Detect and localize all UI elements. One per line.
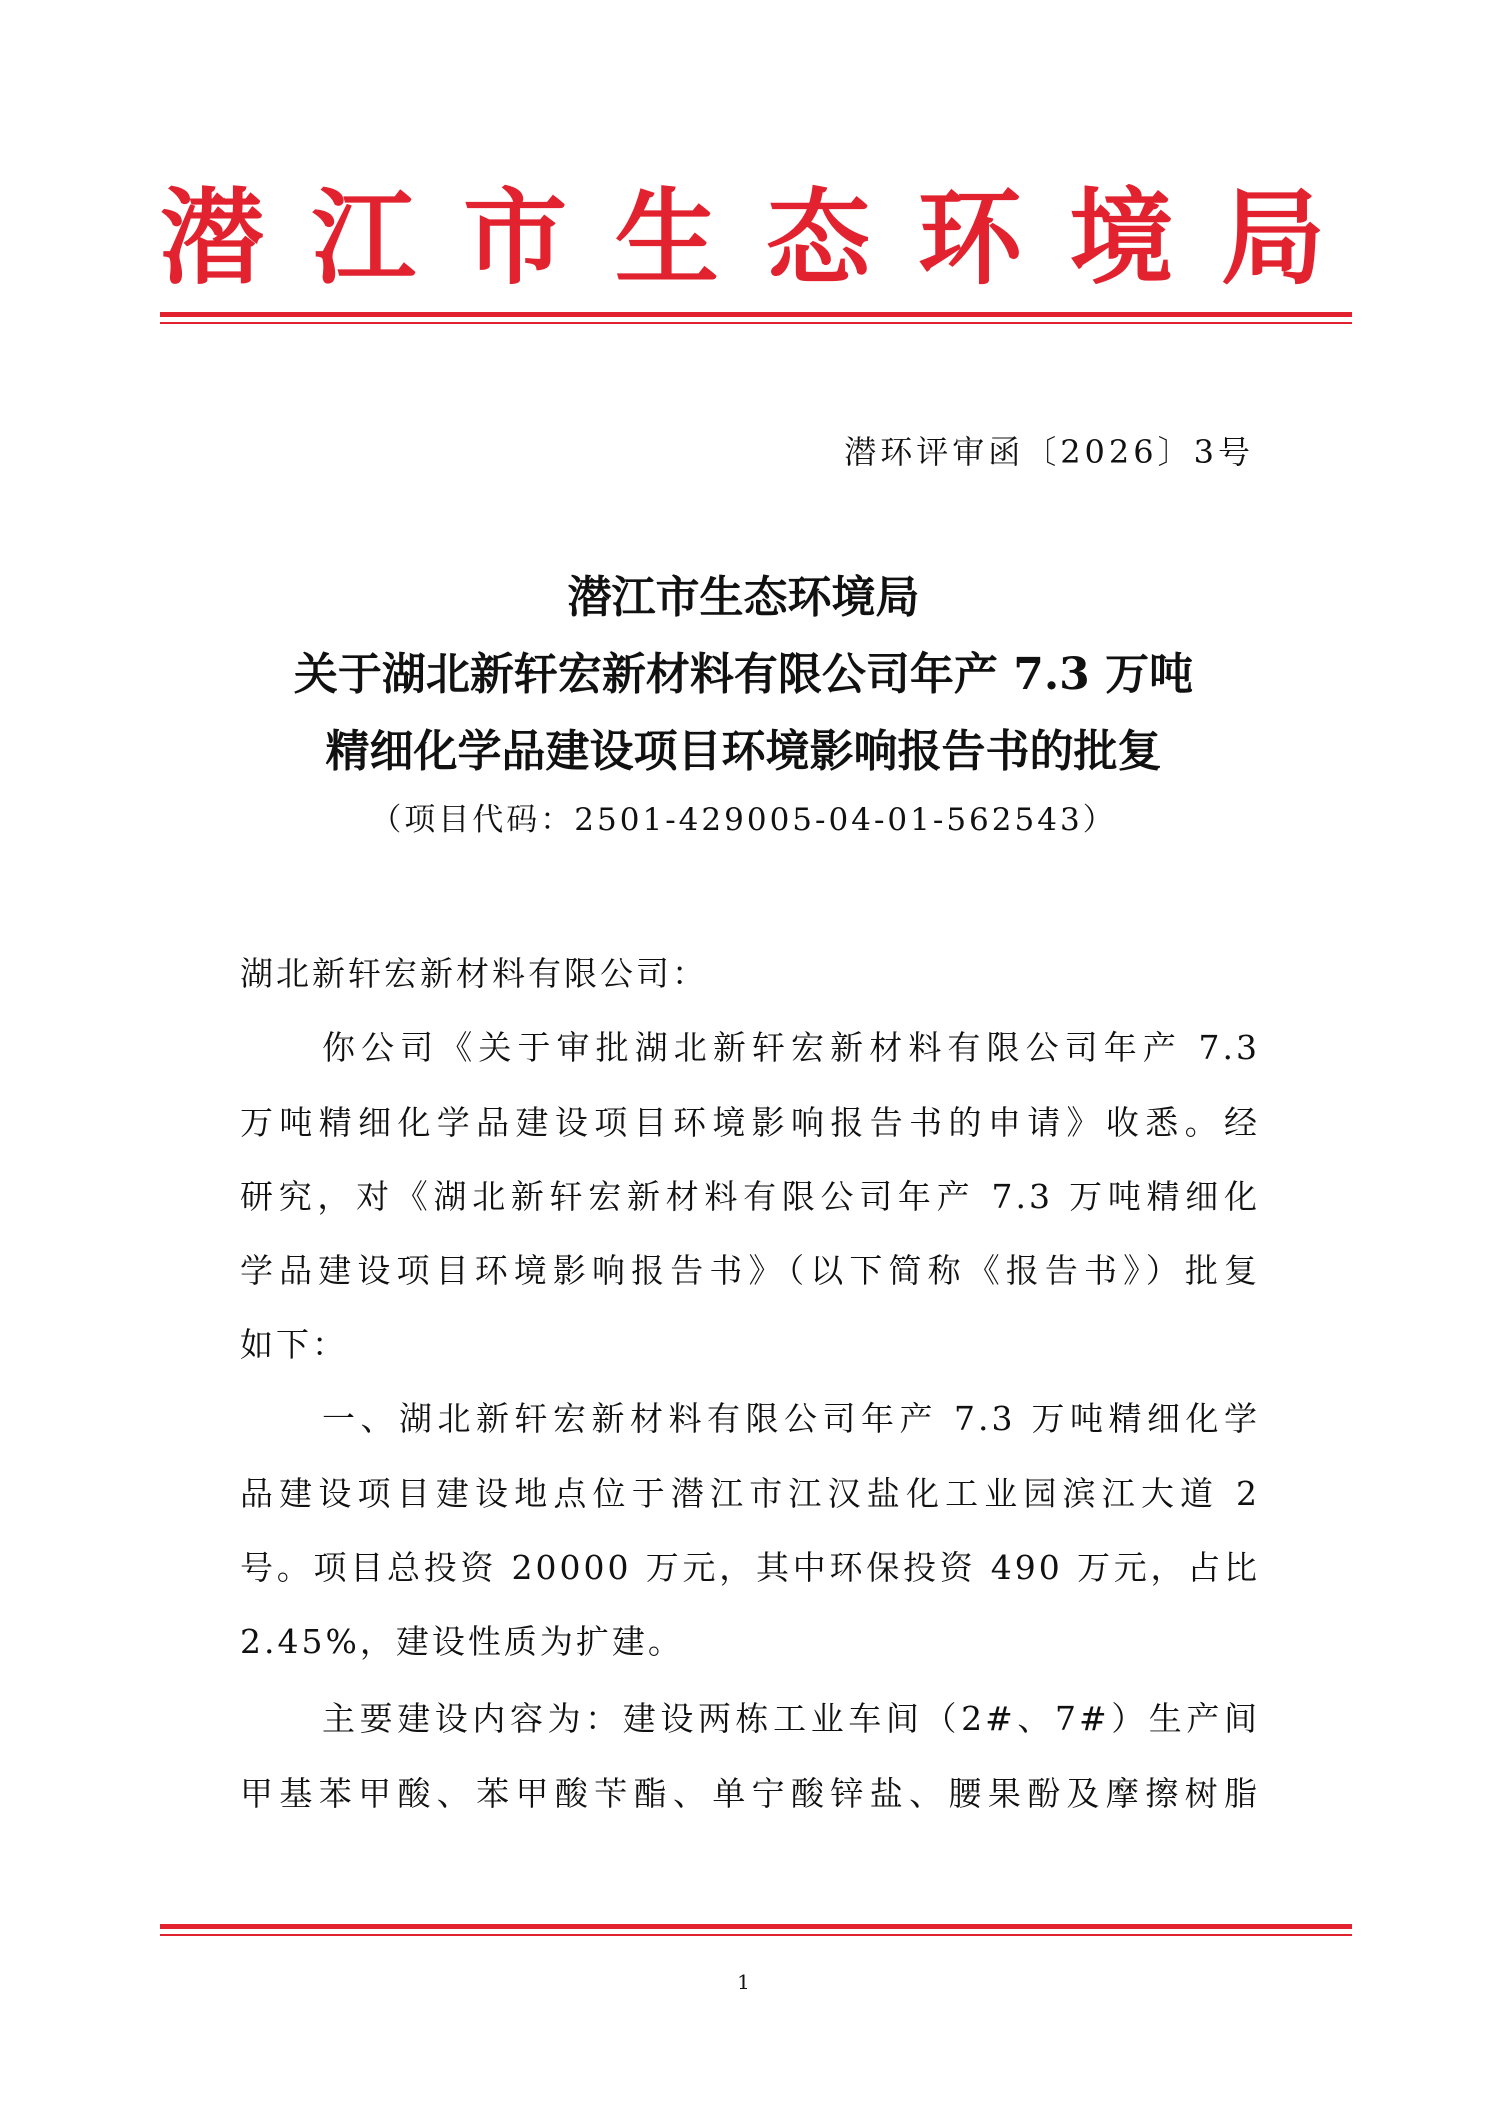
body-line: 号。项目总投资 20000 万元，其中环保投资 490 万元，占比 <box>240 1548 1260 1587</box>
page-number: 1 <box>737 1970 750 1994</box>
body-line: 如下： <box>240 1325 348 1364</box>
salutation: 湖北新轩宏新材料有限公司： <box>240 954 708 993</box>
masthead-char: 环 <box>917 176 1022 299</box>
header-red-rule-thick <box>160 312 1352 317</box>
title-line-2: 关于湖北新轩宏新材料有限公司年产 7.3 万吨 <box>293 649 1194 700</box>
masthead-char: 江 <box>311 176 416 299</box>
masthead-char: 局 <box>1220 176 1325 299</box>
body-line: 你公司《关于审批湖北新轩宏新材料有限公司年产 7.3 <box>322 1028 1260 1067</box>
header-red-rule-thin <box>160 322 1352 324</box>
masthead-char: 境 <box>1069 176 1174 299</box>
masthead-char: 生 <box>614 176 719 299</box>
title-line-1: 潜江市生态环境局 <box>567 572 920 623</box>
masthead-char: 态 <box>766 176 871 299</box>
masthead-char: 潜 <box>160 176 265 299</box>
body-line: 学品建设项目环境影响报告书》（以下简称《报告书》）批复 <box>240 1251 1260 1290</box>
document-number: 潜环评审函〔2026〕3号 <box>844 433 1254 471</box>
body-line: 甲基苯甲酸、苯甲酸苄酯、单宁酸锌盐、腰果酚及摩擦树脂 <box>240 1774 1260 1813</box>
masthead-organization-name <box>160 178 1325 298</box>
masthead-char: 市 <box>463 176 568 299</box>
body-line: 品建设项目建设地点位于潜江市江汉盐化工业园滨江大道 2 <box>240 1474 1260 1513</box>
footer-red-rule-thin <box>160 1934 1352 1936</box>
body-line: 研究，对《湖北新轩宏新材料有限公司年产 7.3 万吨精细化 <box>240 1177 1260 1216</box>
footer-red-rule-thick <box>160 1924 1352 1929</box>
title-line-3: 精细化学品建设项目环境影响报告书的批复 <box>325 726 1162 777</box>
body-line: 万吨精细化学品建设项目环境影响报告书的申请》收悉。经 <box>240 1103 1260 1142</box>
body-line: 一、湖北新轩宏新材料有限公司年产 7.3 万吨精细化学 <box>322 1399 1260 1438</box>
body-line: 2.45%，建设性质为扩建。 <box>240 1622 684 1661</box>
project-code: （项目代码：2501-429005-04-01-562543） <box>370 802 1117 838</box>
body-line: 主要建设内容为：建设两栋工业车间（2#、7#）生产间 <box>322 1699 1260 1738</box>
